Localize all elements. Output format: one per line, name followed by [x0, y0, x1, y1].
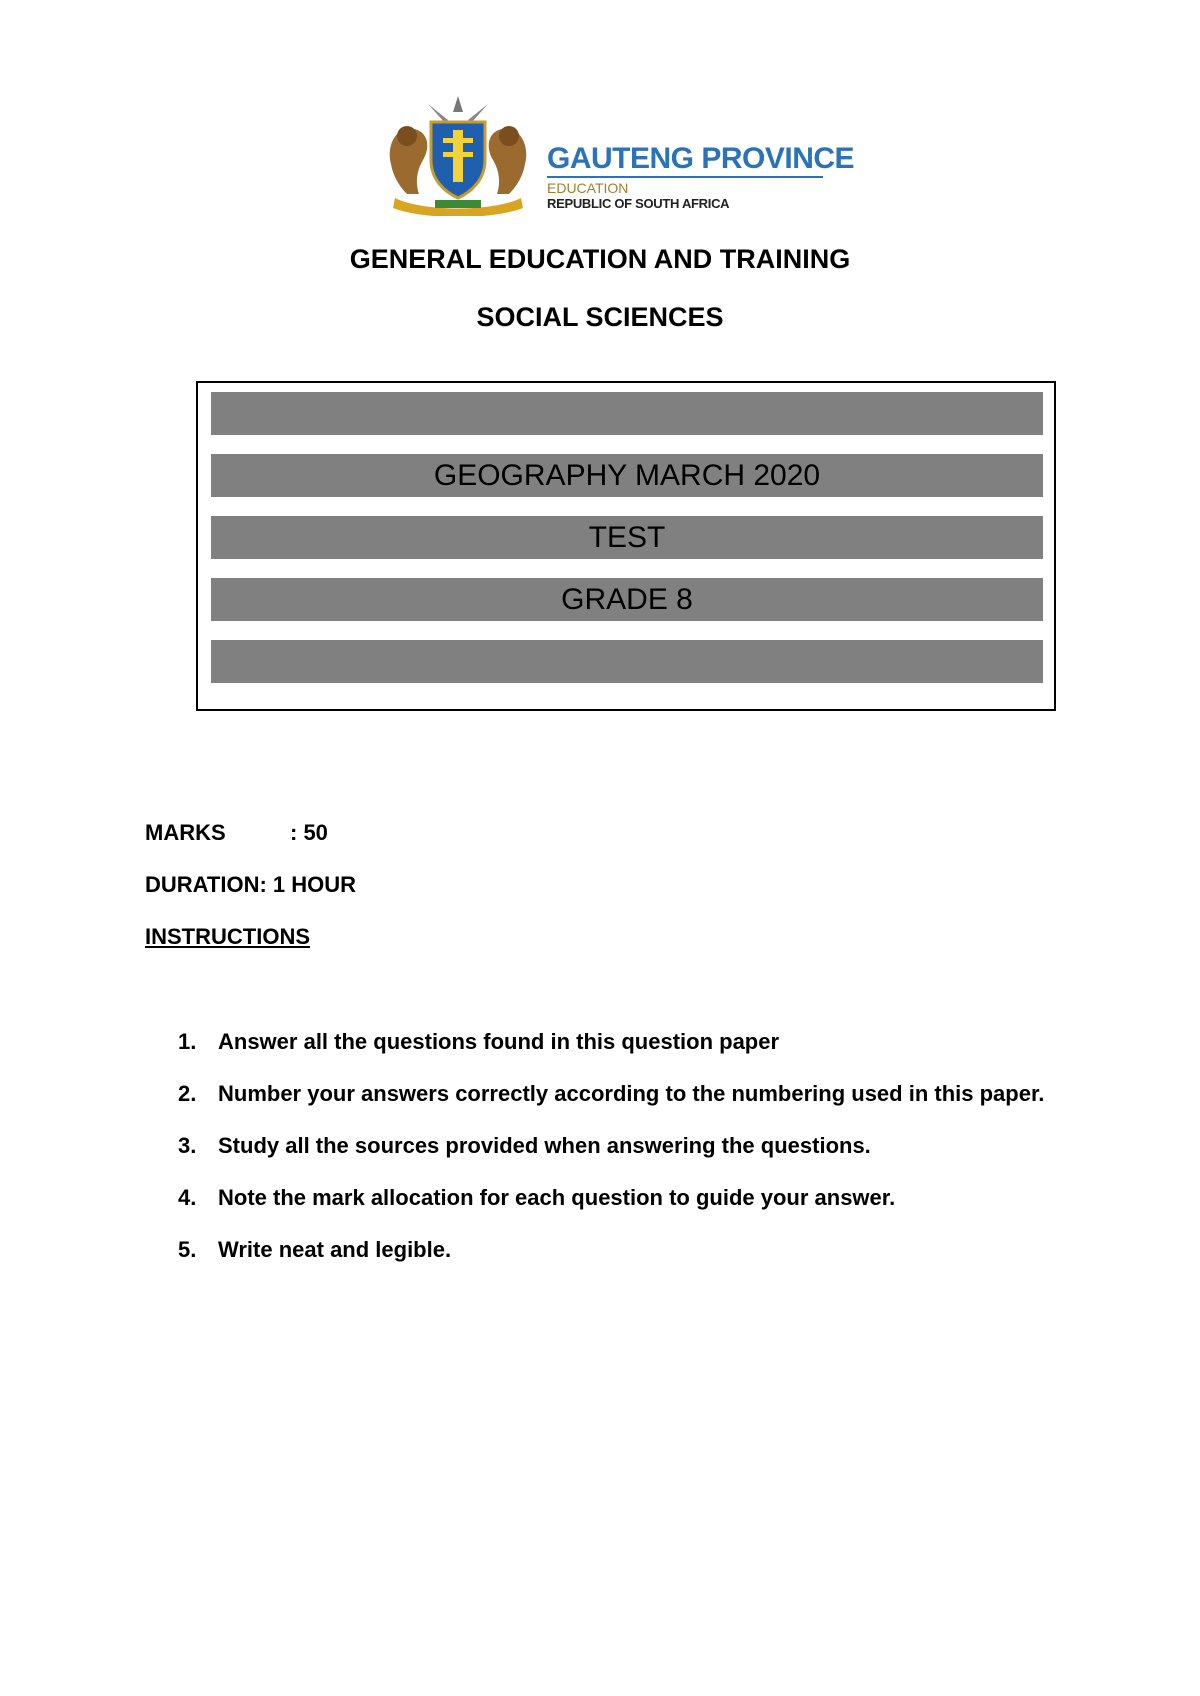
marks-label: MARKS: [145, 820, 226, 845]
title-bar-empty-top: [211, 392, 1043, 435]
list-item-number: 1.: [178, 1029, 197, 1054]
list-item-number: 5.: [178, 1237, 197, 1262]
duration: DURATION: 1 HOUR: [145, 872, 357, 897]
list-item-number: 2.: [178, 1081, 197, 1106]
list-item: [178, 1078, 1078, 1110]
list-item: [178, 1026, 1078, 1058]
list-item-text: Answer all the questions found in this question paper: [218, 1029, 780, 1054]
coat-of-arms-icon: [373, 94, 543, 216]
list-item: [178, 1182, 1078, 1214]
heading-general-education: GENERAL EDUCATION AND TRAINING: [349, 244, 851, 274]
marks-value: : 50: [290, 820, 328, 845]
instructions-heading: INSTRUCTIONS: [145, 924, 310, 949]
list-item-text: Number your answers correctly according to the numbering used in this paper.: [218, 1081, 1045, 1106]
title-bar-type: TEST: [211, 516, 1043, 559]
title-bar-grade: GRADE 8: [211, 578, 1043, 621]
logo-title: GAUTENG PROVINCE: [547, 142, 855, 175]
list-item-number: 4.: [178, 1185, 197, 1210]
list-item-text: Study all the sources provided when answering the questions.: [218, 1133, 871, 1158]
heading-social-sciences: SOCIAL SCIENCES: [476, 302, 724, 332]
instructions-list: [178, 1026, 1078, 1286]
logo-country: REPUBLIC OF SOUTH AFRICA: [547, 196, 730, 211]
list-item: [178, 1130, 1078, 1162]
logo-department: EDUCATION: [547, 180, 629, 196]
title-bar-empty-bottom: [211, 640, 1043, 683]
title-box: [196, 381, 1056, 711]
list-item-text: Write neat and legible.: [218, 1237, 452, 1262]
logo-underline: [547, 176, 823, 178]
gauteng-logo: [373, 94, 855, 216]
title-bar-subject: GEOGRAPHY MARCH 2020: [211, 454, 1043, 497]
list-item-number: 3.: [178, 1133, 197, 1158]
list-item: [178, 1234, 1078, 1266]
list-item-text: Note the mark allocation for each question to guide your answer.: [218, 1185, 896, 1210]
